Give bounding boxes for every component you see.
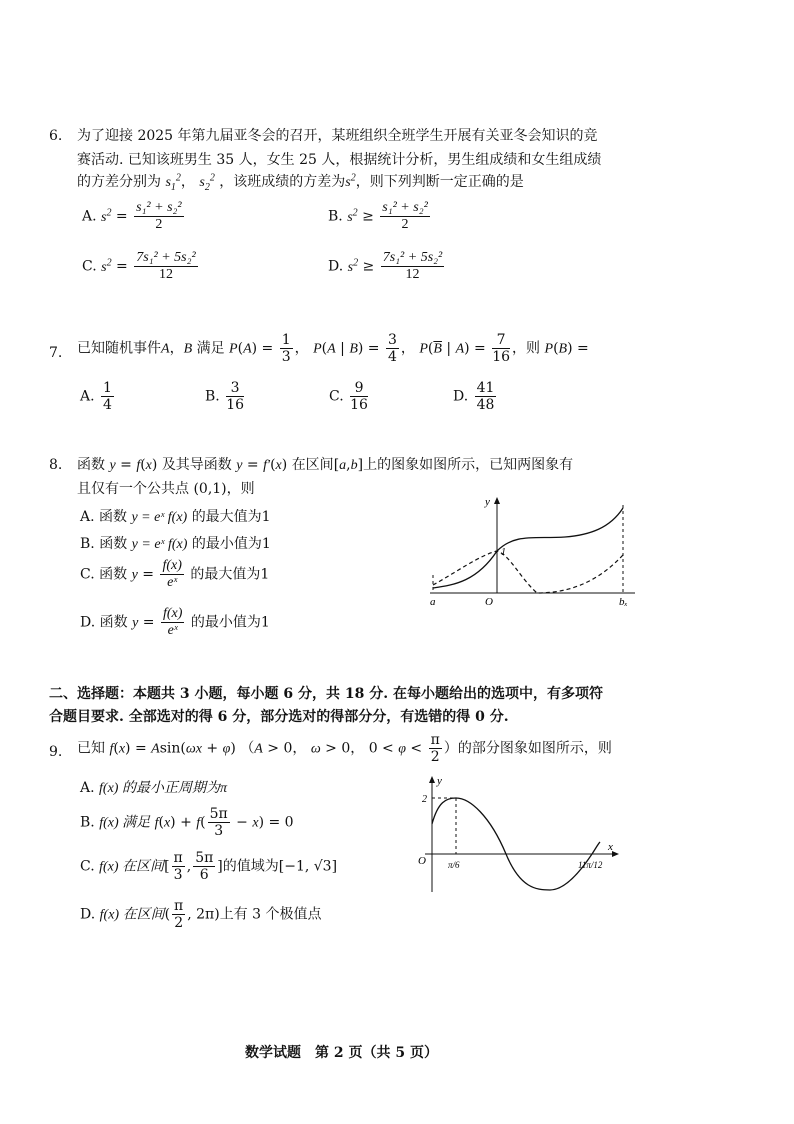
q8-label-b: bₓ (619, 596, 628, 608)
q9-stem: 已知 f(x) = Asin(ωx + φ) （A > 0， ω > 0， 0 < φ < $\frac{\pi}{2}$ ）的部分图象如图所示，则 (77, 732, 612, 765)
q9-option-d[interactable]: D. f(x) 在区间( $\frac{\pi}{2}$ , 2π)上有 3 个极值点 (80, 898, 322, 931)
q8-number: 8. (49, 457, 63, 473)
q9-option-a[interactable]: A. f(x) 的最小正周期为π (80, 780, 227, 796)
q9-option-b[interactable]: B. f(x) 满足 f(x) + f( $\frac{5\pi}{3}$ − x) = 0 (80, 806, 294, 839)
q7-option-b[interactable]: B. $\frac{3}{16}$ (205, 380, 245, 413)
q8-line1: 函数 y = f(x) 及其导函数 y = f′(x) 在区间[a,b]上的图象如图所示，已知两图象有 (77, 457, 574, 473)
q6-line3-text-c: ，则下列判断一定正确的是 (355, 174, 524, 190)
q6-line3-text-a: 的方差分别为 (77, 174, 161, 190)
q9-option-c[interactable]: C. f(x) 在区间[ $\frac{\pi}{3}$ , $\frac{5\pi}{6}$ ]的值域为[−1, √3] (80, 850, 338, 883)
q8-option-a[interactable]: A. 函数 y = eˣ f(x) 的最大值为1 (80, 509, 271, 525)
q9-label-two: 2 (422, 794, 427, 805)
q9-number: 9. (49, 744, 63, 760)
q8-label-y: y (485, 496, 490, 508)
q9-label-y: y (437, 775, 442, 787)
page-footer: 数学试题 第 2 页（共 5 页） (245, 1045, 438, 1061)
q9-label-x: x (608, 841, 613, 853)
q6-number: 6. (49, 128, 63, 144)
q6-option-a[interactable]: A. $s^2$ = $\frac{\text{s₁² + s₂²}}{2}$ (82, 200, 182, 232)
q8-line2: 且仅有一个公共点 (0,1)，则 (77, 481, 255, 497)
q8-label-one: 1 (501, 547, 506, 558)
q7-stem: 已知随机事件A，B 满足 P(A) = $\frac{1}{3}$ ， P(A | B) = $\frac{3}{4}$ ， $P(\overline{B}$ | A) = $\frac{7}{16}$ ，则 P(B) = (77, 332, 589, 365)
q8-solid-curve (433, 508, 623, 588)
section2-line1: 二、选择题：本题共 3 小题，每小题 6 分，共 18 分. 在每小题给出的选项中，有多项符 (49, 686, 603, 702)
q7-option-c[interactable]: C. $\frac{9}{16}$ (329, 380, 368, 413)
q9-y-arrow (429, 776, 435, 783)
q6-line3-text-b: ，该班成绩的方差为 (219, 174, 346, 190)
q6-line1: 为了迎接 2025 年第九届亚冬会的召开，某班组织全班学生开展有关亚冬会知识的竞 (77, 128, 598, 144)
q9-label-o: O (418, 855, 426, 867)
q8-option-d[interactable]: D. 函数 y = $\frac{f(x)}{\text{eˣ}}$ 的最小值为1 (80, 606, 270, 638)
q8-graph (425, 493, 640, 613)
q6-option-b[interactable]: B. $s^2$ ≥ $\frac{\text{s₁² + s₂²}}{2}$ (328, 200, 428, 232)
q8-label-o: O (485, 596, 493, 608)
q8-y-arrow (494, 497, 500, 504)
q9-graph (410, 772, 625, 897)
section2-line2: 合题目要求. 全部选对的得 6 分，部分选对的得部分分，有选错的得 0 分. (49, 709, 509, 725)
q6-option-c[interactable]: C. $s^2$ = $\frac{\text{7s₁² + 5s₂²}}{12}$ (82, 250, 196, 282)
q6-line2: 赛活动. 已知该班男生 35 人，女生 25 人，根据统计分析，男生组成绩和女生组成绩 (77, 152, 602, 168)
q7-number: 7. (49, 345, 63, 361)
q6-option-d[interactable]: D. $s^2$ ≥ $\frac{\text{7s₁² + 5s₂²}}{12}$ (328, 250, 443, 282)
q9-label-pi6: π/6 (448, 860, 460, 870)
q8-option-c[interactable]: C. 函数 y = $\frac{f(x)}{\text{eˣ}}$ 的最大值为1 (80, 558, 270, 590)
q9-sine-curve (432, 798, 600, 890)
q7-option-d[interactable]: D. $\frac{41}{48}$ (453, 380, 495, 413)
q9-x-arrow (612, 851, 619, 857)
q8-dashed-curve (433, 551, 623, 593)
q6-line3: 的方差分别为 $s_1^2$， $s_2^2$ ，该班成绩的方差为$s^2$，则下列判断一定正确的是 (77, 172, 524, 193)
q8-option-b[interactable]: B. 函数 y = eˣ f(x) 的最小值为1 (80, 536, 271, 552)
q7-option-a[interactable]: A. $\frac{1}{4}$ (80, 380, 112, 413)
q9-label-11pi12: 11π/12 (578, 860, 603, 870)
q8-label-a: a (430, 596, 436, 608)
